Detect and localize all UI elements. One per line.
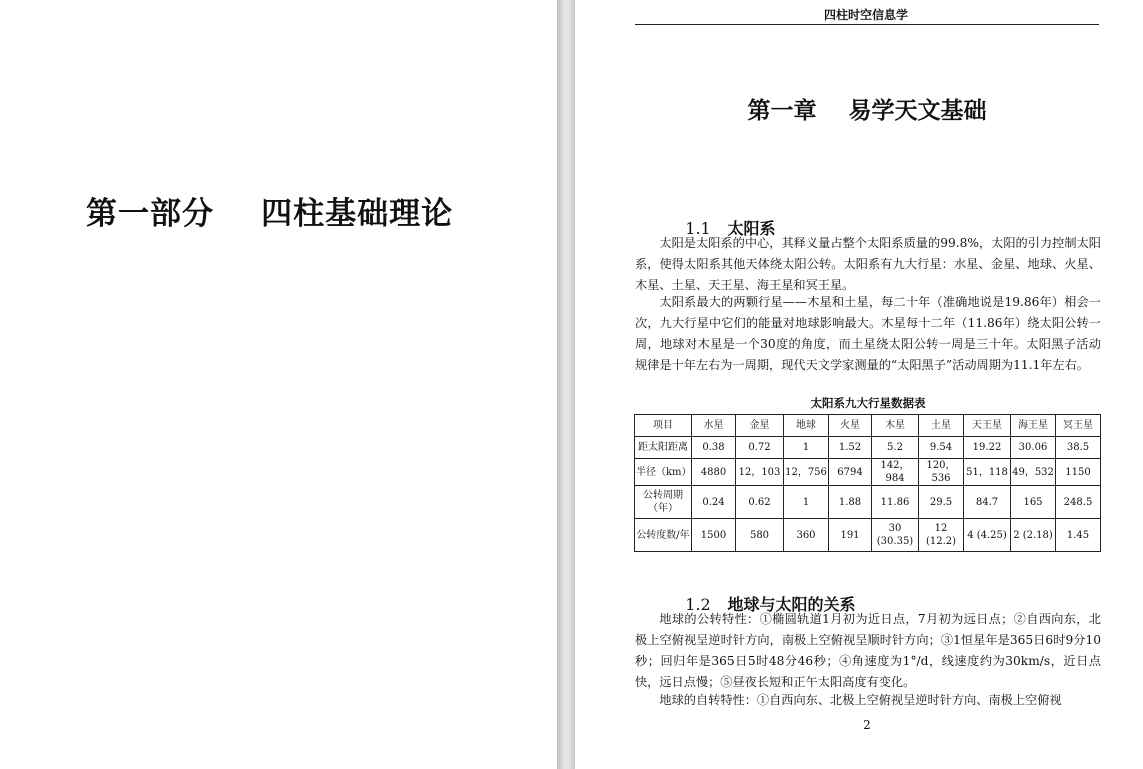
table-caption: 太阳系九大行星数据表 xyxy=(810,396,926,410)
paragraph: 太阳系最大的两颗行星——木星和土星，每二十年（准确地说是19.86年）相会一次，九大行星中它们的能量对地球影响最大。木星每十二年（11.86年）绕太阳公转一周，地球对木星是一个30度的角度，而土星绕太阳公转一周是三十年。太阳黑子活动规律是十年左右为一周期，现代天文学家测量的“太阳黑子”活动周期为11.1年左右。 xyxy=(635,295,1101,372)
row-label: 公转度数/年 xyxy=(635,519,692,552)
table-cell: 12 (12.2) xyxy=(919,519,964,552)
table-row xyxy=(635,519,1101,552)
row-label: 距太阳距离 xyxy=(635,437,692,459)
section-title: 地球与太阳的关系 xyxy=(727,595,856,614)
left-page xyxy=(0,0,557,769)
table-cell: 6794 xyxy=(829,459,872,486)
table-cell: 360 xyxy=(784,519,829,552)
right-page xyxy=(575,0,1143,769)
table-cell: 191 xyxy=(829,519,872,552)
table-cell: 11.86 xyxy=(872,486,919,519)
header-cell: 地球 xyxy=(784,415,829,437)
header-cell: 金星 xyxy=(736,415,784,437)
header-cell: 火星 xyxy=(829,415,872,437)
table-cell: 19.22 xyxy=(964,437,1011,459)
table-row xyxy=(635,459,1101,486)
row-label: 公转周期（年） xyxy=(635,486,692,519)
table-cell: 1 xyxy=(784,437,829,459)
header-cell: 冥王星 xyxy=(1056,415,1101,437)
table-cell: 0.24 xyxy=(692,486,736,519)
table-cell: 1150 xyxy=(1056,459,1101,486)
table-cell: 142，984 xyxy=(872,459,919,486)
table-cell: 9.54 xyxy=(919,437,964,459)
table-cell: 580 xyxy=(736,519,784,552)
table-cell: 30.06 xyxy=(1011,437,1056,459)
table-row xyxy=(635,486,1101,519)
header-cell: 海王星 xyxy=(1011,415,1056,437)
table-cell: 4880 xyxy=(692,459,736,486)
paragraph: 地球的自转特性：①自西向东、北极上空俯视呈逆时针方向、南极上空俯视 xyxy=(659,693,1062,707)
header-cell: 天王星 xyxy=(964,415,1011,437)
chapter-title: 第一章 易学天文基础 xyxy=(747,97,987,124)
table-cell: 120，536 xyxy=(919,459,964,486)
table-row xyxy=(635,437,1101,459)
table-cell: 0.72 xyxy=(736,437,784,459)
header-cell: 土星 xyxy=(919,415,964,437)
header-cell: 水星 xyxy=(692,415,736,437)
table-cell: 4 (4.25) xyxy=(964,519,1011,552)
running-header: 四柱时空信息学 xyxy=(823,8,908,22)
part-title: 第一部分 四柱基础理论 xyxy=(86,196,454,232)
table-cell: 49，532 xyxy=(1011,459,1056,486)
header-rule xyxy=(635,24,1099,25)
section-title: 太阳系 xyxy=(727,219,776,238)
page-number: 2 xyxy=(863,718,871,732)
table-cell: 2 (2.18) xyxy=(1011,519,1056,552)
table-cell: 12，103 xyxy=(736,459,784,486)
page-gutter xyxy=(557,0,575,769)
table-cell: 1.52 xyxy=(829,437,872,459)
table-cell: 0.38 xyxy=(692,437,736,459)
table-cell: 1 xyxy=(784,486,829,519)
table-cell: 165 xyxy=(1011,486,1056,519)
section-number: 1.1 xyxy=(685,219,711,238)
table-cell: 51，118 xyxy=(964,459,1011,486)
paragraph: 地球的公转特性：①椭圆轨道1月初为近日点，7月初为远日点；②自西向东，北极上空俯视呈逆时针方向，南极上空俯视呈顺时针方向；③1恒星年是365日6时9分10秒；回归年是365日5时48分46秒；④角速度为1°/d，线速度约为30km/s，近日点快，远日点慢；⑤昼夜长短和正午太阳高度有变化。 xyxy=(635,612,1101,689)
paragraph: 太阳是太阳系的中心，其释义量占整个太阳系质量的99.8%，太阳的引力控制太阳系，使得太阳系其他天体绕太阳公转。太阳系有九大行星：水星、金星、地球、火星、木星、土星、天王星、海王星和冥王星。 xyxy=(635,236,1101,292)
row-label: 半径（km） xyxy=(635,459,692,486)
table-cell: 248.5 xyxy=(1056,486,1101,519)
table-cell: 38.5 xyxy=(1056,437,1101,459)
table-cell: 1.45 xyxy=(1056,519,1101,552)
table-cell: 5.2 xyxy=(872,437,919,459)
table-cell: 1.88 xyxy=(829,486,872,519)
planet-data-table xyxy=(634,414,1101,552)
table-cell: 30 (30.35) xyxy=(872,519,919,552)
table-header-row xyxy=(635,415,1101,437)
header-cell: 项目 xyxy=(635,415,692,437)
table-cell: 12，756 xyxy=(784,459,829,486)
table-cell: 0.62 xyxy=(736,486,784,519)
table-cell: 84.7 xyxy=(964,486,1011,519)
table-cell: 1500 xyxy=(692,519,736,552)
header-cell: 木星 xyxy=(872,415,919,437)
table-cell: 29.5 xyxy=(919,486,964,519)
section-number: 1.2 xyxy=(685,595,711,614)
